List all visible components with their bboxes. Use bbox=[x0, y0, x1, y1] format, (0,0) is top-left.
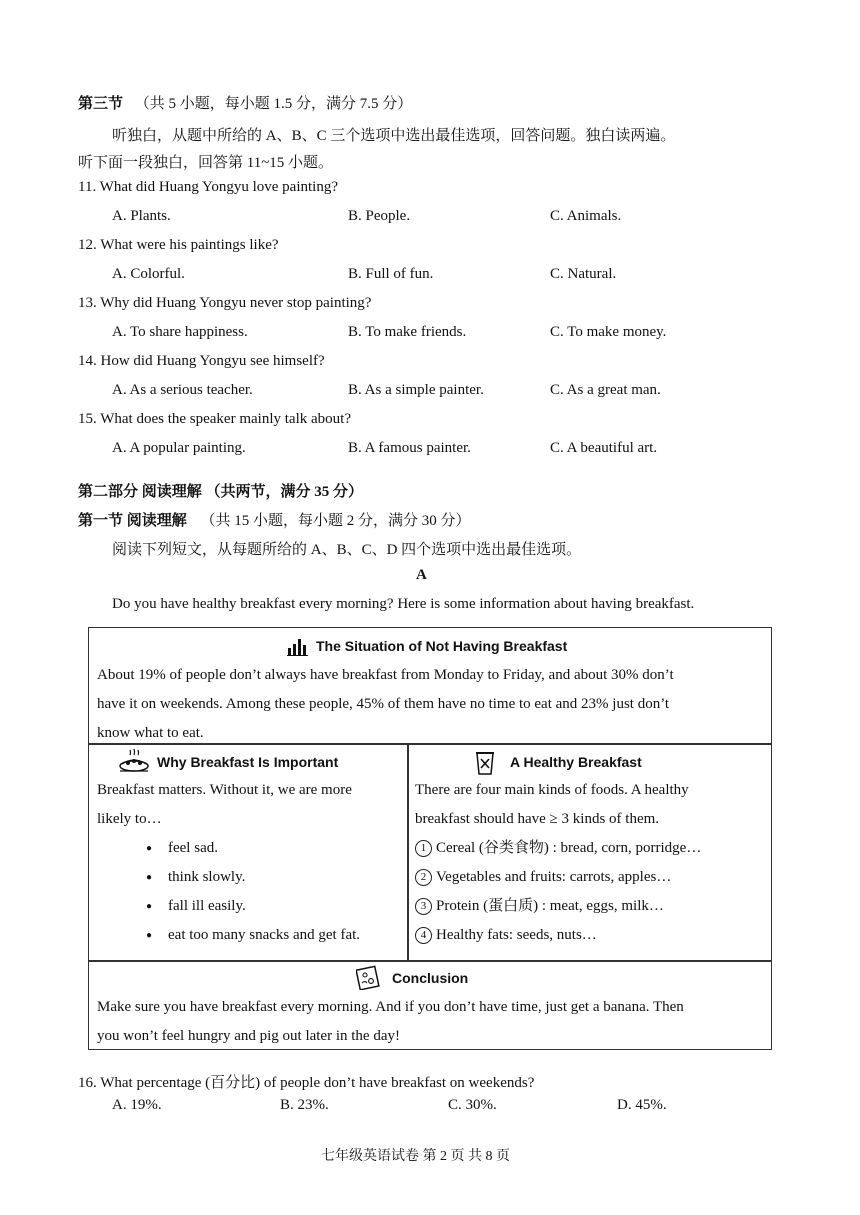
list-item: ● fall ill easily. bbox=[146, 892, 360, 921]
why-line: Breakfast matters. Without it, we are more bbox=[97, 782, 352, 798]
healthy-title: A Healthy Breakfast bbox=[510, 754, 642, 770]
divider bbox=[88, 960, 772, 962]
option-13a[interactable]: A. To share happiness. bbox=[112, 324, 248, 340]
option-11c[interactable]: C. Animals. bbox=[550, 208, 622, 224]
part2-section1-header bbox=[78, 509, 471, 530]
option-11b[interactable]: B. People. bbox=[348, 208, 411, 224]
bar-chart-icon bbox=[287, 636, 309, 661]
question-11: 11. What did Huang Yongyu love painting? bbox=[78, 179, 338, 195]
option-13c[interactable]: C. To make money. bbox=[550, 324, 667, 340]
conclusion-line: you won’t feel hungry and pig out later in the day! bbox=[97, 1028, 400, 1044]
part2-section1-title: 第一节 阅读理解 bbox=[78, 513, 187, 529]
option-12a[interactable]: A. Colorful. bbox=[112, 266, 185, 282]
conclusion-line: Make sure you have breakfast every morning. And if you don’t have time, just get a banana. Then bbox=[97, 999, 684, 1015]
option-16b[interactable]: B. 23%. bbox=[280, 1097, 329, 1113]
part2-title: 第二部分 阅读理解 （共两节，满分 35 分） bbox=[78, 484, 364, 500]
healthy-line: breakfast should have ≥ 3 kinds of them. bbox=[415, 811, 660, 827]
situation-title: The Situation of Not Having Breakfast bbox=[316, 638, 568, 654]
option-15c[interactable]: C. A beautiful art. bbox=[550, 440, 658, 456]
why-line: likely to… bbox=[97, 811, 162, 827]
option-14c[interactable]: C. As a great man. bbox=[550, 382, 661, 398]
circled-number: 1 bbox=[415, 840, 432, 857]
option-16c[interactable]: C. 30%. bbox=[448, 1097, 497, 1113]
part2-instruction: 阅读下列短文，从每题所给的 A、B、C、D 四个选项中选出最佳选项。 bbox=[112, 542, 582, 558]
option-13b[interactable]: B. To make friends. bbox=[348, 324, 467, 340]
option-16a[interactable]: A. 19%. bbox=[112, 1097, 162, 1113]
option-15a[interactable]: A. A popular painting. bbox=[112, 440, 246, 456]
circled-number: 4 bbox=[415, 927, 432, 944]
passage-label: A bbox=[416, 567, 427, 583]
question-12: 12. What were his paintings like? bbox=[78, 237, 279, 253]
why-title: Why Breakfast Is Important bbox=[157, 754, 339, 770]
question-15: 15. What does the speaker mainly talk about? bbox=[78, 411, 351, 427]
situation-line: About 19% of people don’t always have breakfast from Monday to Friday, and about 30% don’t bbox=[97, 667, 674, 683]
circled-number: 2 bbox=[415, 869, 432, 886]
list-item: 4 Healthy fats: seeds, nuts… bbox=[415, 921, 770, 950]
question-13: 13. Why did Huang Yongyu never stop painting? bbox=[78, 295, 372, 311]
conclusion-title: Conclusion bbox=[392, 970, 469, 986]
section3-sub: 听下面一段独白，回答第 11~15 小题。 bbox=[78, 155, 334, 171]
why-bullets bbox=[146, 834, 360, 950]
question-14: 14. How did Huang Yongyu see himself? bbox=[78, 353, 325, 369]
passage-intro: Do you have healthy breakfast every morning? Here is some information about having breakfast. bbox=[112, 596, 695, 612]
list-item: ● think slowly. bbox=[146, 863, 360, 892]
option-15b[interactable]: B. A famous painter. bbox=[348, 440, 471, 456]
cheese-icon bbox=[356, 964, 380, 995]
situation-line: know what to eat. bbox=[97, 725, 204, 741]
why-text bbox=[97, 776, 402, 834]
section3-title: 第三节 bbox=[78, 96, 124, 112]
part2-section1-meta: （共 15 小题，每小题 2 分，满分 30 分） bbox=[200, 513, 471, 529]
option-12b[interactable]: B. Full of fun. bbox=[348, 266, 434, 282]
section3-instruction: 听独白，从题中所给的 A、B、C 三个选项中选出最佳选项，回答问题。独白读两遍。 bbox=[112, 128, 676, 144]
option-14b[interactable]: B. As a simple painter. bbox=[348, 382, 484, 398]
circled-number: 3 bbox=[415, 898, 432, 915]
healthy-text bbox=[415, 776, 770, 950]
option-12c[interactable]: C. Natural. bbox=[550, 266, 617, 282]
divider bbox=[407, 743, 409, 961]
situation-text bbox=[97, 661, 767, 748]
list-item: ● eat too many snacks and get fat. bbox=[146, 921, 360, 950]
list-item: ● feel sad. bbox=[146, 834, 360, 863]
situation-line: have it on weekends. Among these people, 45% of them have no time to eat and 23% just don’t bbox=[97, 696, 670, 712]
question-16: 16. What percentage (百分比) of people don’t have breakfast on weekends? bbox=[78, 1075, 535, 1091]
conclusion-text bbox=[97, 993, 767, 1051]
section3-meta: （共 5 小题，每小题 1.5 分，满分 7.5 分） bbox=[134, 96, 413, 112]
option-11a[interactable]: A. Plants. bbox=[112, 208, 171, 224]
list-item: 2 Vegetables and fruits: carrots, apples… bbox=[415, 863, 770, 892]
healthy-line: There are four main kinds of foods. A healthy bbox=[415, 782, 689, 798]
option-14a[interactable]: A. As a serious teacher. bbox=[112, 382, 253, 398]
page-footer: 七年级英语试卷 第 2 页 共 8 页 bbox=[321, 1149, 510, 1164]
section3-header bbox=[78, 92, 412, 113]
list-item: 1 Cereal (谷类食物) : bread, corn, porridge… bbox=[415, 834, 770, 863]
option-16d[interactable]: D. 45%. bbox=[617, 1097, 667, 1113]
list-item: 3 Protein (蛋白质) : meat, eggs, milk… bbox=[415, 892, 770, 921]
